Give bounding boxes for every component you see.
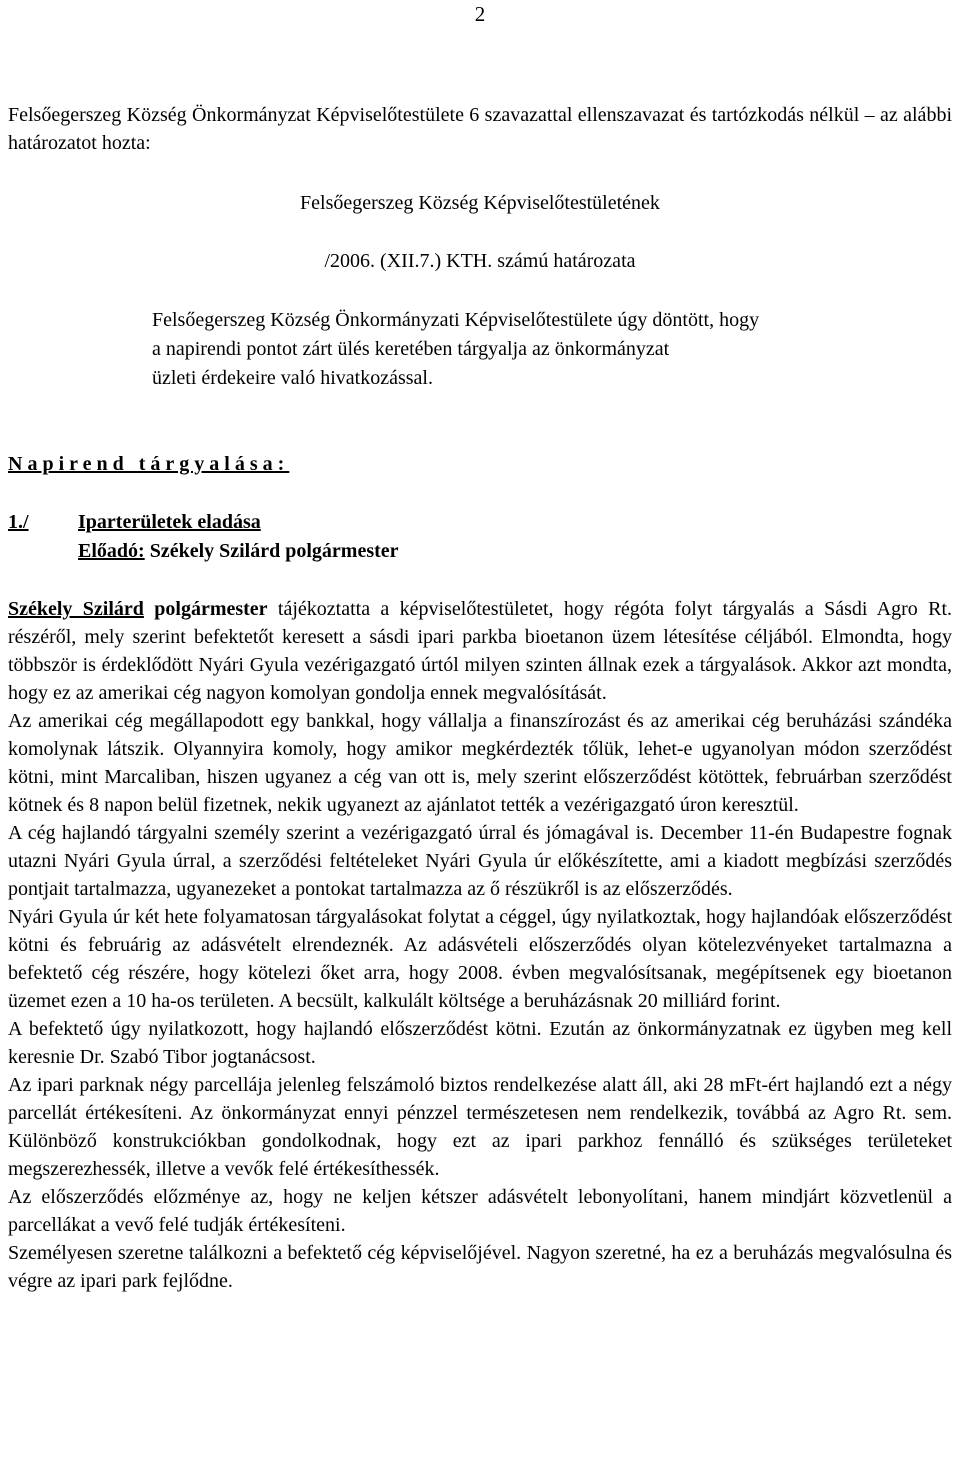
agenda-item-presenter <box>78 537 399 565</box>
minutes-body <box>8 595 952 1295</box>
resolution-body-line-3: üzleti érdekeire való hivatkozással. <box>152 367 433 389</box>
paragraph-1-text: tájékoztatta a képviselőtestületet, hogy régóta folyt tárgyalás a Sásdi Agro Rt. részéről, mely szerint befektetőt keresett a sásdi ipari parkba bioetanon üzem létesítése céljából. Elmondta, hogy többször is érdeklődött Nyári Gyula vezérigazgató úrtól milyen szinten állnak ezek a tárgyalások. Akkor azt mondta, hogy ez az amerikai cég nagyon komolyan gondolja ennek megvalósítását. <box>8 598 953 704</box>
paragraph-6: Az ipari parknak négy parcellája jelenleg felszámoló biztos rendelkezése alatt áll, aki 28 mFt-ért hajlandó ezt a négy parcellát értékesíteni. Az önkormányzat ennyi pénzzel természetesen nem rendelkezik, továbbá az Agro Rt. sem. Különböző konstrukciókban gondolkodnak, hogy ezt az ipari parkhoz fennálló és szükséges területeket megszerezhessék, illetve a vevők felé értékesíthessék. <box>8 1074 952 1180</box>
intro-paragraph: Felsőegerszeg Község Önkormányzat Képviselőtestülete 6 szavazattal ellenszavazat és tartózkodás nélkül – az alábbi határozatot hozta: <box>8 104 952 154</box>
paragraph-1 <box>8 595 952 707</box>
resolution-heading: Felsőegerszeg Község Képviselőtestületének <box>300 192 660 214</box>
speaker-name: Székely Szilárd <box>8 598 144 620</box>
paragraph-5: A befektető úgy nyilatkozott, hogy hajlandó előszerződést kötni. Ezután az önkormányzatnak ez ügyben meg kell keresnie Dr. Szabó Tibor jogtanácsost. <box>8 1018 952 1068</box>
presenter-name: Székely Szilárd polgármester <box>149 540 399 562</box>
paragraph-3: A cég hajlandó tárgyalni személy szerint a vezérigazgató úrral és jómagával is. December 11-én Budapestre fognak utazni Nyári Gyula úrral, a szerződési feltételeket Nyári Gyula úr előkészítette, ami a kiadott megbízási szerződés pontjait tartalmazza, ugyanezeket a pontokat tartalmazza az ő részükről is az előszerződés. <box>8 822 952 900</box>
paragraph-8: Személyesen szeretne találkozni a befektető cég képviselőjével. Nagyon szeretné, ha ez a beruházás megvalósulna és végre az ipari park fejlődne. <box>8 1242 952 1292</box>
agenda-item-title: Iparterületek eladása <box>78 511 261 533</box>
resolution-number: /2006. (XII.7.) KTH. számú határozata <box>324 250 636 272</box>
presenter-label: Előadó: <box>78 540 145 562</box>
resolution-body-line-1: Felsőegerszeg Község Önkormányzati Képviselőtestülete úgy döntött, hogy <box>152 309 760 331</box>
speaker-role: polgármester <box>154 598 268 620</box>
agenda-heading: Napirend tárgyalása: <box>8 453 290 475</box>
paragraph-4: Nyári Gyula úr két hete folyamatosan tárgyalásokat folytat a céggel, úgy nyilatkoztak, hogy hajlandóak előszerződést kötni és februárig az adásvételt elrendeznék. Az adásvételi előszerződés olyan kötelezvényeket tartalmazna a befektető cég részére, hogy kötelezi őket arra, hogy 2008. évben megvalósítsanak, megépítsenek egy bioetanon üzemet ezen a 10 ha-os területen. A becsült, kalkulált költsége a beruházásnak 20 milliárd forint. <box>8 906 952 1012</box>
paragraph-7: Az előszerződés előzménye az, hogy ne keljen kétszer adásvételt lebonyolítani, hanem mindjárt közvetlenül a parcellákat a vevő felé tudják értékesíteni. <box>8 1186 952 1236</box>
resolution-body-line-2: a napirendi pontot zárt ülés keretében tárgyalja az önkormányzat <box>152 338 670 360</box>
page-number: 2 <box>474 2 486 26</box>
agenda-item-number: 1./ <box>8 511 29 533</box>
paragraph-2: Az amerikai cég megállapodott egy bankkal, hogy vállalja a finanszírozást és az amerikai cég beruházási szándéka komolynak látszik. Olyannyira komoly, hogy amikor megkérdezték tőlük, lehet-e ugyanolyan módon szerződést kötni, mint Marcaliban, hiszen ugyanez a cég van ott is, mely szerint előszerződést kötöttek, februárban szerződést kötnek és 8 napon belül fizetnek, nekik ugyanezt az ajánlatot tették a vezérigazgató úron keresztül. <box>8 710 952 816</box>
